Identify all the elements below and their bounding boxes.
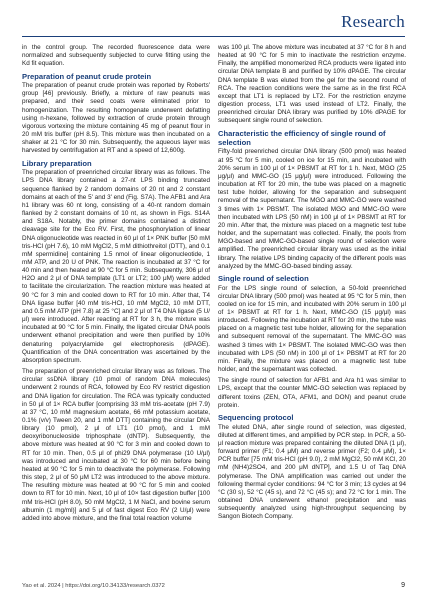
header-rule bbox=[22, 36, 405, 37]
paragraph-rca-continued: was 100 μl. The above mixture was incubated at 37 °C for 8 h and heated at 90 °C for 5 min to inactivate the restriction enzyme. Finally, the amplified monomerized RCA products were ligated into circular DNA template B and purified by 10% dPAGE. The circular DNA template B was eluted from the gel for the second round of RCA. The reaction conditions were the same as in the first RCA except that LT1 is replaced by LT2. For the restriction enzyme digestion process, LT1 was used instead of LT2. Finally, the preenriched circular DNA library was purified by 10% dPAGE for subsequent single round of selection. bbox=[218, 44, 406, 125]
page-footer bbox=[22, 583, 405, 589]
journal-brand: Research bbox=[341, 12, 405, 31]
paragraph-library-1: The preparation of preenriched circular library was as follows. The LPS DNA library contained a 27-nt LPS binding truncated sequence flanked by 2 random domains of 20 nt and 2 constant domains at each of the 5' and 3' end (Fig. S7A). The AFB1 and Ara h1 library was 60 nt long, consisting of a 40-nt random domain flanked by 2 constant domains of 10 nt, as shown in Figs. S14A and S18A. Notably, the primer domains contained a distinct cleavage site for the Eco RV. First, the phosphorylation of linear DNA oligonucleotide was reacted in 60 μl of 1× PNK buffer [50 mM tris-HCl (pH 7.6), 10 mM MgCl2, 5 mM dithiothreitol (DTT), and 0.1 mM spermidine] containing 1.5 nmol of linear oligonucleotide, 1 mM ATP, and 20 U of PNK. The reaction is incubated at 37 °C for 40 min and then heated at 90 °C for 5 min. Subsequently, 306 μl of H2O and 2 μl of DNA template (LT1 or LT2; 100 μM) were added to facilitate the circularization. The reaction mixture was heated at 90 °C for 3 min and cooled down to RT for 10 min. After that, T4 DNA ligase buffer [40 mM tris-HCl, 10 mM MgCl2, 10 mM DTT, and 0.5 mM ATP (pH 7.8) at 25 °C] and 2 μl of T4 DNA ligase (5 U/μl) were introduced. After reacting at RT for 3 h, the mixture was incubated at 90 °C for 5 min. Finally, the ligated circular DNA pools underwent ethanol precipitation and were then purified by 10% denaturing polyacrylamide gel electrophoresis (dPAGE). Quantification of the DNA concentration was ascertained by the absorption spectrum. bbox=[22, 169, 210, 364]
paragraph-library-2: The preparation of preenriched circular library was as follows. The circular ssDNA library (10 pmol of random DNA molecules) underwent 2 rounds of RCA, followed by Eco RV restrict digestion and DNA ligation for circulation. The RCA was typically conducted in 50 μl of 1× RCA buffer [comprising 33 mM tris-acetate (pH 7.9) at 37 °C, 10 mM magnesium acetate, 66 mM potassium acetate, 0.1% (v/v) Tween 20, and 1 mM DTT] containing the circular DNA library (10 pmol), 2 μl of LT1 (10 pmol), and 1 mM deoxyribonucleoside triphosphate (dNTP). Subsequently, the above mixture was heated at 90 °C for 3 min and cooled down to RT for 10 min. Then, 0.5 μl of phi29 DNA polymerase (10 U/μl) was introduced and incubated at 30 °C for 60 min before being heated at 90 °C for 5 min to deactivate the polymerase. Following this step, 2 μl of 50 μM LT2 was introduced to the above mixture. The resulting mixture was heated at 90 °C for 5 min and cooled down to RT for 10 min. Next, 10 μl of 10× fast digestion buffer [100 mM tris-HCl (pH 8.0), 50 mM MgCl2, 1 M NaCl, and bovine serum albumin (1 mg/ml)] and 5 μl of fast digest Eco RV (2 U/μl) were added into above mixture, and the final total reaction volume bbox=[22, 368, 210, 522]
section-heading-single-round: Single round of selection bbox=[218, 274, 309, 284]
section-heading-characteristic: Characteristic the efficiency of single round of selection bbox=[218, 129, 386, 148]
paragraph-characteristic: Fifty-fold preenriched circular DNA library (500 pmol) was heated at 95 °C for 5 min, cooled on ice for 15 min, and incubated with 20% serum in 100 μl of 1× PBSMT at RT for 1 h. Next, MGO (25 μg/μl) and MMC-GO (15 μg/μl) were introduced. Following the incubation at RT for 20 min, the tube was placed on a magnetic test tube holder, allowing for the separation and subsequent removal of the supernatant. The MGO and MMC-GO were washed 3 times with 1× PBSMT. The isolated MGO and MMC-GO were then incubated with LPS (50 nM) in 100 μl of 1× PBSMT at RT for 20 min. After that, the mixture was placed on a magnetic test tube holder, and the supernatant was collected. Finally, the pools from MGO-based and MMC-GO-based single round of selection were amplified. The preenriched circular library was used as the initial library. The relative LPS binding capacity of the different pools was analyzed by the MMC-GO-based binding assay. bbox=[218, 148, 406, 270]
section-heading-sequencing: Sequencing protocol bbox=[218, 413, 294, 423]
section-heading-peanut: Preparation of peanut crude protein bbox=[22, 71, 152, 81]
paragraph-sequencing: The eluted DNA, after single round of selection, was digested, diluted at different times, and amplified by PCR step. In PCR, a 50-μl reaction mixture was prepared containing the diluted DNA (1 μl), forward primer (F1; 0.4 μM) and reverse primer (F2; 0.4 μM), 1× PCR buffer [75 mM tris-HCl (pH 9.0), 2 mM MgCl2, 50 mM KCl, 20 mM (NH4)2SO4, and 200 μM dNTP], and 1.5 U of Taq DNA polymerase. The DNA amplification was carried out under the following thermal cycler conditions: 94 °C for 3 min; 13 cycles at 94 °C (30 s), 52 °C (45 s), and 72 °C (45 s); and 72 °C for 1 min. The obtained DNA underwent ethanol precipitation and was subsequently analyzed using high-throughput sequencing by Sangon Biotech Company. bbox=[218, 423, 406, 521]
paragraph-single-round-2: The single round of selection for AFB1 and Ara h1 was similar to LPS, except that the counter MMC-GO selection was replaced by different toxins (ZEN, OTA, AFM1, and DON) and peanut crude protein. bbox=[218, 377, 406, 409]
paragraph-peanut: The preparation of peanut crude protein was reported by Roberts' group [46] previously. Briefly, a mixture of raw peanuts was prepared, and their seed coats were eliminated prior to homogenization. The resulting homogenate underwent defatting using n-hexane, followed by extraction of crude protein through vigorous vortexing the mixture containing 45 mg of peanut flour in 20 mM tris buffer (pH 8.5). This mixture was then incubated on a shaker at 21 °C for 30 min. Subsequently, the aqueous layer was harvested by centrifugation at RT and a speed of 12,600g. bbox=[22, 82, 210, 155]
paragraph-intro-continued: in the control group. The recorded fluorescence data were normalized and subsequently subjected to curve fitting using the Kd fit equation. bbox=[22, 44, 210, 68]
left-column bbox=[22, 44, 210, 523]
page-number: 9 bbox=[401, 582, 405, 589]
section-heading-library: Library preparation bbox=[22, 159, 92, 169]
right-column bbox=[218, 44, 406, 521]
paragraph-single-round-1: For the LPS single round of selection, a 50-fold preenriched circular DNA library (500 pmol) was heated at 95 °C for 5 min, then cooled on ice for 15 min, and incubated with 20% serum in 100 μl of 1× PBSMT at RT for 1 h. Next, MMC-GO (15 μg/μl) was introduced. Following the incubation at RT for 20 min, the tube was placed on a magnetic test tube holder, allowing for the separation and subsequent removal of the supernatant. The MMC-GO was washed 3 times with 1× PBSMT. The isolated MMC-GO was then incubated with LPS (50 nM) in 100 μl of 1× PBSMT at RT for 20 min. Finally, the mixture was placed on a magnetic test tube holder, and the supernatant was collected. bbox=[218, 284, 406, 374]
footer-citation: Yao et al. 2024 | https://doi.org/10.34133/research.0372 bbox=[22, 583, 165, 589]
